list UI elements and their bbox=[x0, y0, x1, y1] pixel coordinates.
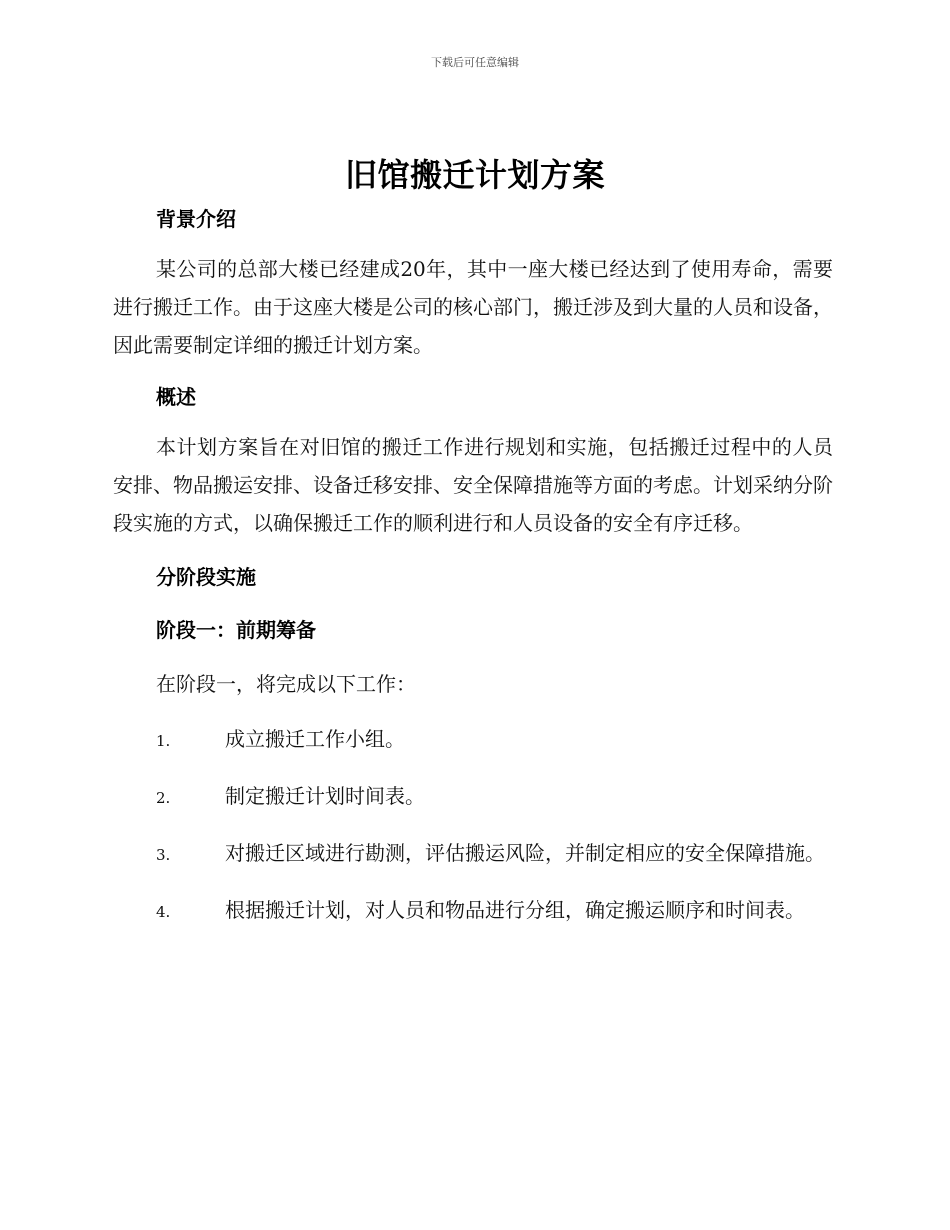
list-item-text: 制定搬迁计划时间表。 bbox=[225, 784, 425, 808]
list-item-number: 3. bbox=[156, 846, 171, 864]
list-item bbox=[113, 777, 833, 817]
paragraph-background: 某公司的总部大楼已经建成20年，其中一座大楼已经达到了使用寿命，需要进行搬迁工作。由于这座大楼是公司的核心部门，搬迁涉及到大量的人员和设备，因此需要制定详细的搬迁计划方案。 bbox=[113, 257, 833, 357]
list-item bbox=[113, 891, 833, 931]
list-item-text: 对搬迁区域进行勘测，评估搬运风险，并制定相应的安全保障措施。 bbox=[225, 841, 825, 865]
document-title: 旧馆搬迁计划方案 bbox=[344, 156, 605, 194]
paragraph-overview: 本计划方案旨在对旧馆的搬迁工作进行规划和实施，包括搬迁过程中的人员安排、物品搬运安排、设备迁移安排、安全保障措施等方面的考虑。计划采纳分阶段实施的方式，以确保搬迁工作的顺利进行和人员设备的安全有序迁移。 bbox=[113, 435, 833, 535]
list-item-text: 根据搬迁计划，对人员和物品进行分组，确定搬运顺序和时间表。 bbox=[225, 898, 805, 922]
list-item bbox=[113, 720, 833, 760]
list-item-number: 4. bbox=[156, 903, 171, 921]
heading-background: 背景介绍 bbox=[156, 207, 236, 231]
heading-phased-implementation: 分阶段实施 bbox=[156, 565, 256, 589]
list-item-text: 成立搬迁工作小组。 bbox=[225, 727, 405, 751]
list-item bbox=[113, 834, 833, 874]
document-body bbox=[113, 201, 833, 931]
list-item-number: 2. bbox=[156, 789, 171, 807]
paragraph-phase-one-intro: 在阶段一，将完成以下工作： bbox=[156, 672, 416, 696]
heading-phase-one: 阶段一：前期筹备 bbox=[156, 618, 316, 642]
heading-overview: 概述 bbox=[156, 385, 196, 409]
header-note: 下载后可任意编辑 bbox=[431, 56, 519, 69]
list-item-number: 1. bbox=[156, 732, 171, 750]
